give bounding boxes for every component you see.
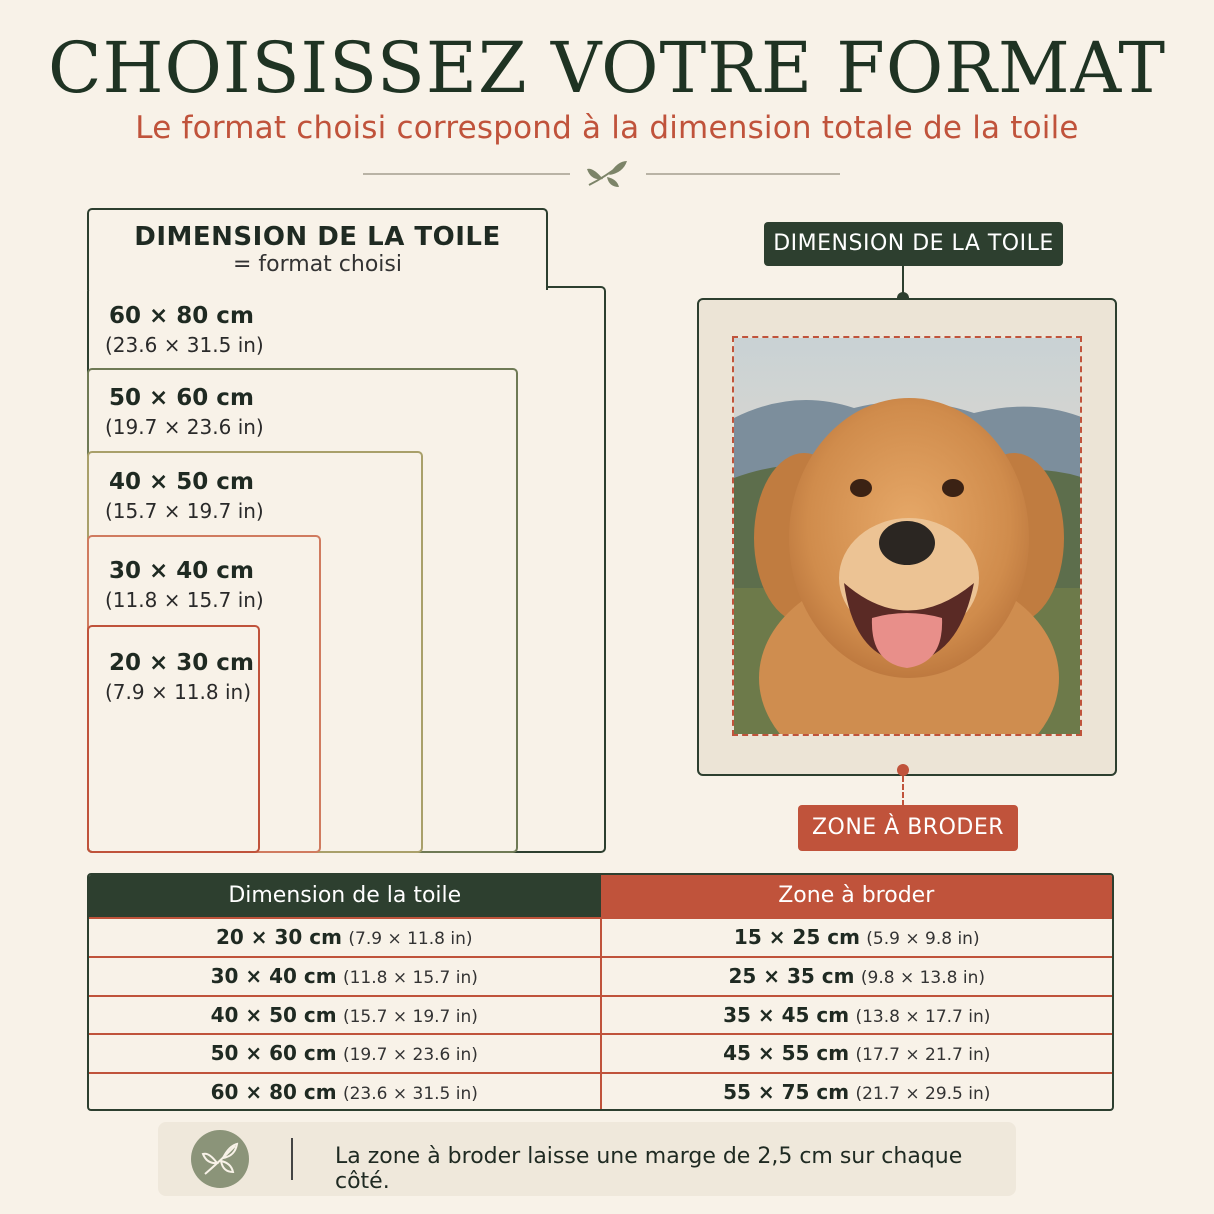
table-header (89, 875, 1112, 917)
note-divider (291, 1138, 293, 1180)
table-row (89, 917, 1112, 956)
formats-heading-box (87, 208, 548, 290)
table-row (89, 995, 1112, 1034)
canvas-dimension-tag: DIMENSION DE LA TOILE (764, 222, 1063, 266)
canvas-in: (15.7 × 19.7 in) (342, 1006, 478, 1027)
page-subtitle: Le format choisi correspond à la dimension totale de la toile (135, 110, 1079, 146)
embroidery-zone-tag: ZONE À BRODER (798, 805, 1018, 851)
formats-heading: DIMENSION DE LA TOILE (134, 222, 501, 252)
zone-in: (13.8 × 17.7 in) (855, 1006, 991, 1027)
format-label-in: (19.7 × 23.6 in) (105, 415, 264, 439)
margin-note (158, 1122, 1016, 1196)
zone-connector (902, 776, 904, 806)
table-row (89, 956, 1112, 995)
format-label-cm: 20 × 30 cm (109, 650, 254, 676)
format-label-in: (7.9 × 11.8 in) (105, 680, 252, 704)
canvas-cm: 20 × 30 cm (216, 925, 343, 949)
zone-cm: 45 × 55 cm (723, 1041, 850, 1066)
canvas-cm: 60 × 80 cm (210, 1080, 337, 1105)
zone-cm: 25 × 35 cm (728, 963, 855, 988)
zone-in: (17.7 × 21.7 in) (855, 1045, 991, 1066)
zone-cm: 35 × 45 cm (723, 1002, 850, 1027)
format-label-cm: 30 × 40 cm (109, 558, 254, 584)
table-row (89, 1072, 1112, 1111)
leaf-icon (191, 1130, 249, 1188)
canvas-in: (23.6 × 31.5 in) (342, 1084, 478, 1105)
sizes-table (87, 873, 1114, 1111)
embroidery-zone (732, 336, 1082, 736)
formats-subheading: = format choisi (232, 252, 402, 277)
header-canvas: Dimension de la toile (89, 875, 601, 917)
canvas-cm: 50 × 60 cm (210, 1041, 337, 1066)
header-zone: Zone à broder (601, 875, 1113, 917)
format-label-in: (15.7 × 19.7 in) (105, 499, 264, 523)
canvas-in: (19.7 × 23.6 in) (342, 1045, 478, 1066)
format-label-in: (11.8 × 15.7 in) (105, 588, 264, 612)
table-row (89, 1033, 1112, 1072)
page-title: CHOISISSEZ VOTRE FORMAT (47, 27, 1167, 109)
canvas-in: (7.9 × 11.8 in) (348, 929, 473, 949)
canvas-cm: 40 × 50 cm (210, 1002, 337, 1027)
divider-left (363, 173, 570, 175)
canvas-in: (11.8 × 15.7 in) (342, 967, 478, 988)
zone-connector-dot (897, 764, 909, 776)
leaf-icon (583, 157, 631, 191)
format-label-cm: 60 × 80 cm (109, 303, 254, 329)
format-label-in: (23.6 × 31.5 in) (105, 333, 264, 357)
zone-in: (5.9 × 9.8 in) (866, 929, 980, 949)
divider-right (646, 173, 840, 175)
zone-in: (21.7 × 29.5 in) (855, 1084, 991, 1105)
dog-embroidery-image (734, 338, 1082, 736)
canvas-cm: 30 × 40 cm (210, 963, 337, 988)
zone-cm: 55 × 75 cm (723, 1080, 850, 1105)
zone-in: (9.8 × 13.8 in) (860, 967, 985, 988)
format-label-cm: 40 × 50 cm (109, 469, 254, 495)
note-text: La zone à broder laisse une marge de 2,5 cm sur chaque côté. (335, 1144, 963, 1194)
format-label-cm: 50 × 60 cm (109, 385, 254, 411)
zone-cm: 15 × 25 cm (733, 925, 860, 949)
